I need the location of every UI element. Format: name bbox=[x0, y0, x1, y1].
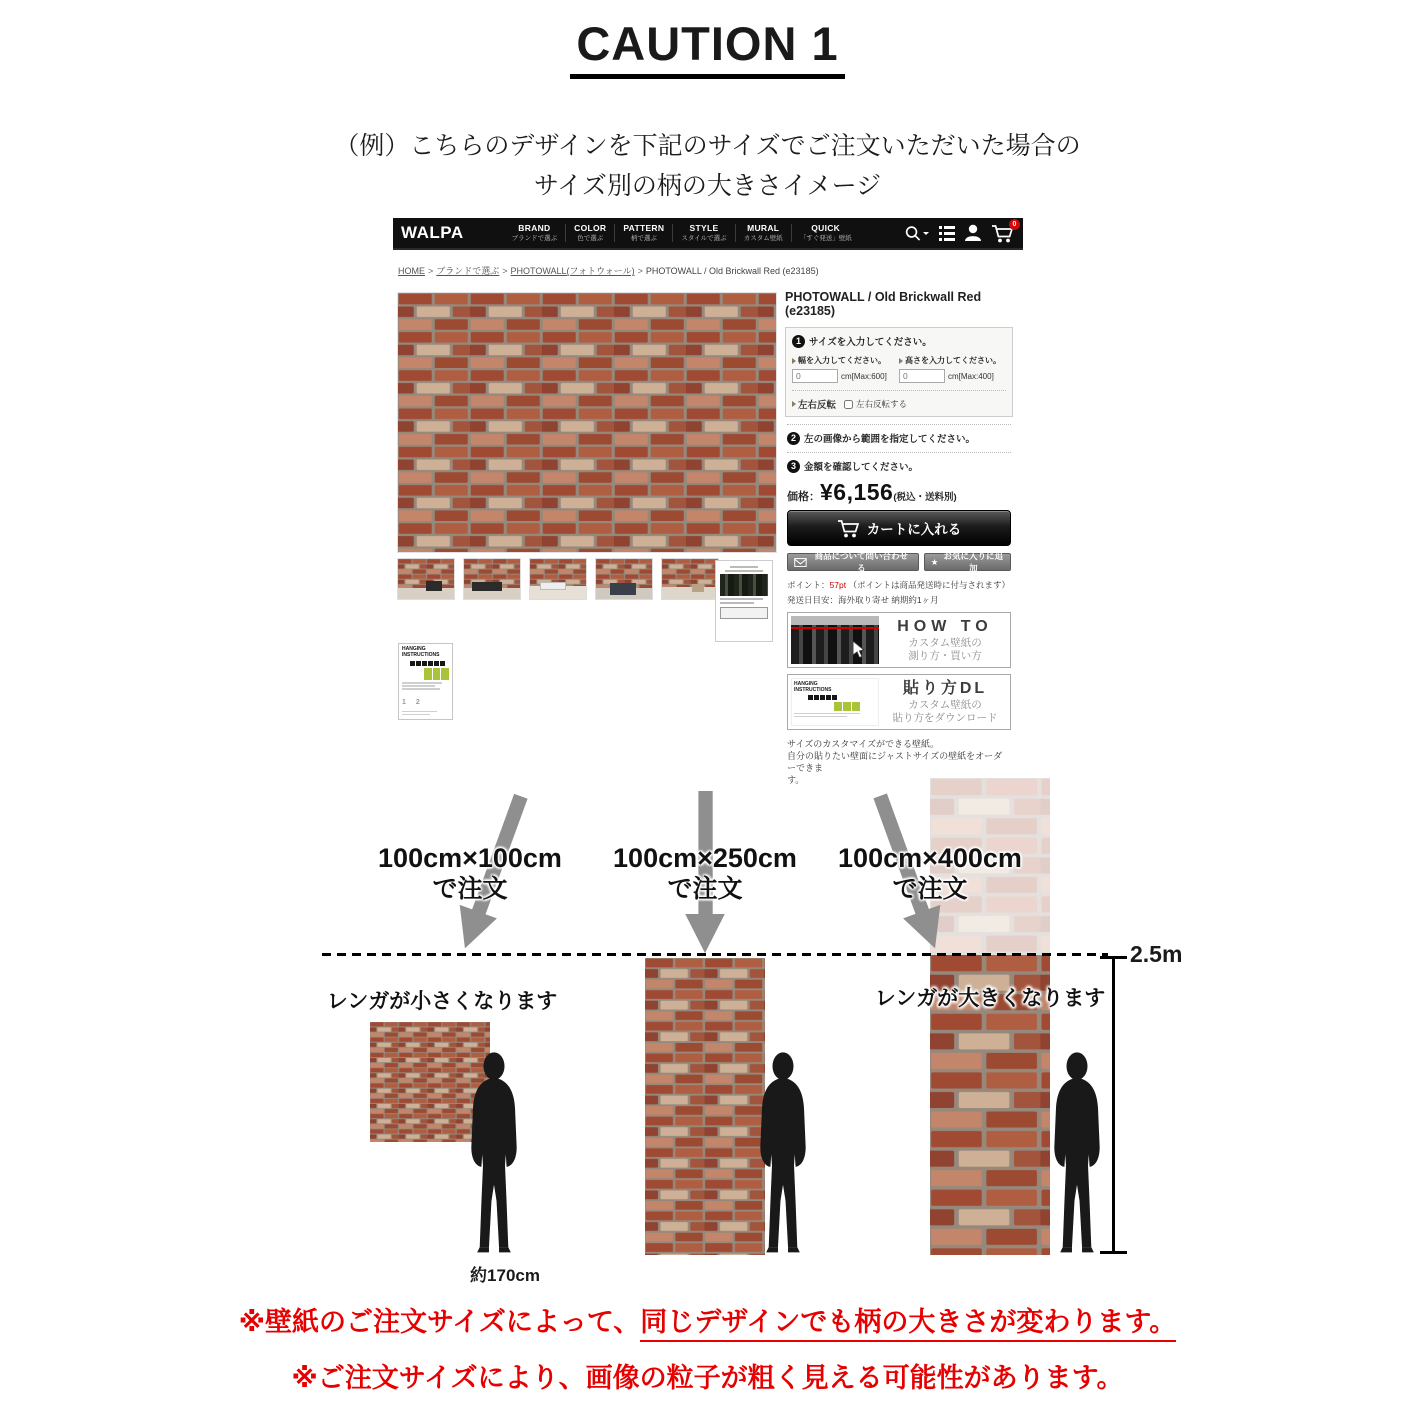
hanging-doc-title2: INSTRUCTIONS bbox=[402, 651, 440, 658]
howto-preview-image bbox=[720, 574, 768, 596]
hanging-card-title: 貼り方DL bbox=[902, 679, 988, 697]
add-to-cart-button[interactable] bbox=[787, 510, 1011, 546]
thumbnail-room-1[interactable] bbox=[397, 558, 455, 600]
measure-bottom-cap bbox=[1100, 1251, 1127, 1254]
nav-item-label: QUICK bbox=[811, 223, 841, 234]
howto-card-image bbox=[791, 616, 879, 664]
points-value: 57pt bbox=[829, 580, 847, 590]
hanging-doc-title1: HANGING bbox=[402, 646, 426, 652]
width-unit: cm[Max:600] bbox=[841, 371, 887, 381]
order-label-400cm bbox=[790, 843, 1070, 905]
product-title: PHOTOWALL / Old Brickwall Red (e23185) bbox=[785, 290, 982, 318]
flip-label: 左右反転 bbox=[798, 400, 837, 411]
hanging-card-line2: 貼り方をダウンロード bbox=[892, 712, 998, 724]
note1-prefix: ※壁紙のご注文サイズによって、 bbox=[238, 1307, 641, 1337]
arrow-right-icon bbox=[792, 401, 796, 407]
search-icon[interactable] bbox=[904, 224, 929, 242]
person-silhouette-3 bbox=[1035, 1051, 1119, 1256]
order-size: 100cm×100cm bbox=[378, 843, 562, 873]
nav-item-style[interactable] bbox=[672, 224, 734, 241]
caption-bricks-larger: レンガが大きくなります bbox=[874, 987, 1106, 1010]
user-icon[interactable] bbox=[965, 224, 981, 242]
nav-item-sublabel: カスタム壁紙 bbox=[743, 234, 783, 242]
nav-item-sublabel: スタイルで選ぶ bbox=[681, 234, 727, 242]
price-note: (税込・送料別) bbox=[893, 492, 957, 503]
step2-badge: 2 bbox=[787, 432, 800, 445]
thumbnail-hanging-instructions[interactable] bbox=[398, 643, 453, 720]
nav-item-pattern[interactable] bbox=[614, 224, 672, 241]
flip-row bbox=[792, 397, 1006, 411]
howto-card-line1: カスタム壁紙の bbox=[908, 636, 982, 649]
height-unit: cm[Max:400] bbox=[948, 371, 994, 381]
description-line2: 自分の貼りたい壁面にジャストサイズの壁紙をオーダーできま bbox=[787, 751, 1003, 774]
step3-badge: 3 bbox=[787, 460, 800, 473]
favorite-button[interactable] bbox=[924, 553, 1011, 571]
height-column bbox=[899, 355, 1006, 383]
price-row bbox=[787, 479, 1011, 506]
nav-item-mural[interactable] bbox=[735, 224, 791, 241]
breadcrumb-separator: > bbox=[502, 266, 508, 276]
width-input[interactable] bbox=[792, 369, 838, 383]
nav-item-label: BRAND bbox=[518, 223, 551, 234]
breadcrumb-photowall[interactable]: PHOTOWALL(フォトウォール) bbox=[510, 266, 635, 276]
nav-item-sublabel: 色で選ぶ bbox=[577, 234, 604, 242]
nav-item-sublabel: ブランドで選ぶ bbox=[511, 234, 558, 242]
add-to-cart-label: カートに入れる bbox=[866, 522, 962, 537]
subtitle-line2: サイズ別の柄の大きさイメージ bbox=[533, 172, 882, 200]
note-2: ※ご注文サイズにより、画像の粒子が粗く見える可能性があります。 bbox=[291, 1363, 1124, 1393]
order-suffix: で注文 bbox=[892, 875, 968, 903]
hanging-doc-diagram bbox=[424, 668, 449, 680]
cursor-icon bbox=[853, 641, 865, 658]
nav-item-sublabel: 柄で選ぶ bbox=[630, 234, 657, 242]
thumbnail-howto-page[interactable] bbox=[715, 560, 773, 642]
page-title bbox=[0, 16, 1415, 71]
nav-item-color[interactable] bbox=[565, 224, 614, 241]
howto-preview-footer bbox=[720, 607, 768, 619]
breadcrumb-brand[interactable]: ブランドで選ぶ bbox=[436, 266, 500, 276]
arrow-right-icon bbox=[899, 358, 903, 364]
thumbnail-room-3[interactable] bbox=[529, 558, 587, 600]
points-label: ポイント： bbox=[787, 580, 830, 590]
nav-item-label: COLOR bbox=[574, 223, 607, 234]
shipping-line: 発送日目安：海外取り寄せ 納期約1ヶ月 bbox=[787, 595, 939, 605]
thumbnail-room-5[interactable] bbox=[661, 558, 719, 600]
step3-row bbox=[787, 459, 1011, 473]
walpa-site-screenshot bbox=[393, 218, 1023, 786]
breadcrumb-current: PHOTOWALL / Old Brickwall Red (e23185) bbox=[645, 266, 819, 276]
walpa-logo[interactable]: WALPA bbox=[401, 223, 464, 242]
howto-card-line2: 測り方・買い方 bbox=[908, 650, 982, 662]
thumbnail-room-2[interactable] bbox=[463, 558, 521, 600]
hanging-card-image bbox=[791, 678, 879, 726]
hanging-card-line1: カスタム壁紙の bbox=[908, 698, 982, 711]
measure-top-cap bbox=[1100, 956, 1127, 959]
site-menu bbox=[504, 224, 860, 241]
step1-label: サイズを入力してください。 bbox=[809, 337, 932, 348]
description-line3: す。 bbox=[787, 775, 805, 786]
breadcrumb bbox=[398, 264, 819, 277]
order-size: 100cm×400cm bbox=[838, 843, 1022, 873]
step2-row bbox=[787, 431, 1011, 445]
size-form bbox=[785, 327, 1013, 417]
person-silhouette-2 bbox=[741, 1051, 825, 1256]
product-image-brickwall[interactable] bbox=[397, 292, 777, 553]
nav-item-label: STYLE bbox=[689, 223, 719, 234]
breadcrumb-home[interactable]: HOME bbox=[398, 266, 425, 276]
nav-item-quick[interactable] bbox=[791, 224, 860, 241]
person-silhouette-1 bbox=[452, 1051, 536, 1256]
price-value: ¥6,156 bbox=[820, 479, 894, 505]
height-label: 高さを入力してください。 bbox=[905, 356, 1001, 365]
hanging-doc-title2: INSTRUCTIONS bbox=[794, 687, 832, 693]
thumbnail-room-4[interactable] bbox=[595, 558, 653, 600]
width-column bbox=[792, 355, 899, 383]
list-icon[interactable] bbox=[939, 224, 955, 242]
flip-checkbox[interactable] bbox=[844, 400, 853, 409]
nav-item-sublabel: 「すぐ発送」壁紙 bbox=[799, 234, 852, 242]
step1-row bbox=[792, 334, 1006, 348]
step3-label: 金額を確認してください。 bbox=[804, 462, 919, 473]
step1-badge: 1 bbox=[792, 335, 805, 348]
cart-icon[interactable] bbox=[991, 221, 1017, 243]
hanging-doc-steps bbox=[410, 661, 449, 666]
nav-item-brand[interactable] bbox=[504, 224, 566, 241]
page-subtitle bbox=[0, 126, 1415, 206]
note1-underlined: 同じデザインでも柄の大きさが変わります。 bbox=[640, 1307, 1176, 1342]
ceiling-height-label: 2.5m bbox=[1130, 941, 1183, 967]
breadcrumb-separator: > bbox=[428, 266, 434, 276]
product-panel bbox=[785, 290, 1013, 787]
description-line1: サイズのカスタマイズができる壁紙。 bbox=[787, 739, 940, 749]
order-suffix: で注文 bbox=[432, 875, 508, 903]
nav-icons bbox=[904, 221, 1017, 243]
order-suffix: で注文 bbox=[667, 875, 743, 903]
caption-bricks-smaller: レンガが小さくなります bbox=[326, 990, 558, 1013]
hanging-doc-title1: HANGING bbox=[794, 681, 818, 687]
nav-item-label: MURAL bbox=[747, 223, 780, 234]
hanging-doc-step1-number: 1 bbox=[402, 699, 406, 706]
howto-card-title: HOW TO bbox=[897, 617, 993, 635]
thumbnail-row bbox=[397, 558, 719, 600]
mail-icon bbox=[794, 557, 807, 568]
price-label: 価格： bbox=[787, 491, 820, 503]
hanging-doc-step2-number: 2 bbox=[415, 699, 420, 706]
favorite-label: お気に入りに追加 bbox=[943, 551, 1003, 573]
nav-item-label: PATTERN bbox=[623, 223, 665, 234]
height-input[interactable] bbox=[899, 369, 945, 383]
subtitle-line1: （例）こちらのデザインを下記のサイズでご注文いただいた場合の bbox=[334, 132, 1081, 160]
flip-checkbox-label: 左右反転する bbox=[856, 399, 908, 409]
chevron-down-icon bbox=[923, 232, 929, 235]
hanging-dl-card[interactable] bbox=[787, 674, 1011, 730]
arrow-right-icon bbox=[792, 358, 796, 364]
breadcrumb-separator: > bbox=[637, 266, 643, 276]
site-navbar bbox=[393, 218, 1023, 250]
cart-icon bbox=[837, 518, 859, 538]
order-size: 100cm×250cm bbox=[613, 843, 797, 873]
width-label: 幅を入力してください。 bbox=[798, 356, 886, 365]
star-icon: ★ bbox=[930, 556, 939, 567]
note-1 bbox=[0, 1300, 1415, 1339]
step2-label: 左の画像から範囲を指定してください。 bbox=[804, 434, 976, 445]
howto-card[interactable] bbox=[787, 612, 1011, 668]
person-height-label: 約170cm bbox=[470, 1266, 540, 1285]
cart-count-badge: 0 bbox=[1009, 219, 1020, 230]
inquiry-label: 商品について問い合わせる bbox=[814, 551, 908, 573]
points-line bbox=[787, 579, 1011, 591]
height-measure-line bbox=[1112, 956, 1115, 1254]
inquiry-button[interactable] bbox=[787, 553, 919, 571]
page-title-text: CAUTION 1 bbox=[570, 17, 844, 79]
points-note: （ポイントは商品発送時に付与されます） bbox=[848, 580, 1010, 590]
